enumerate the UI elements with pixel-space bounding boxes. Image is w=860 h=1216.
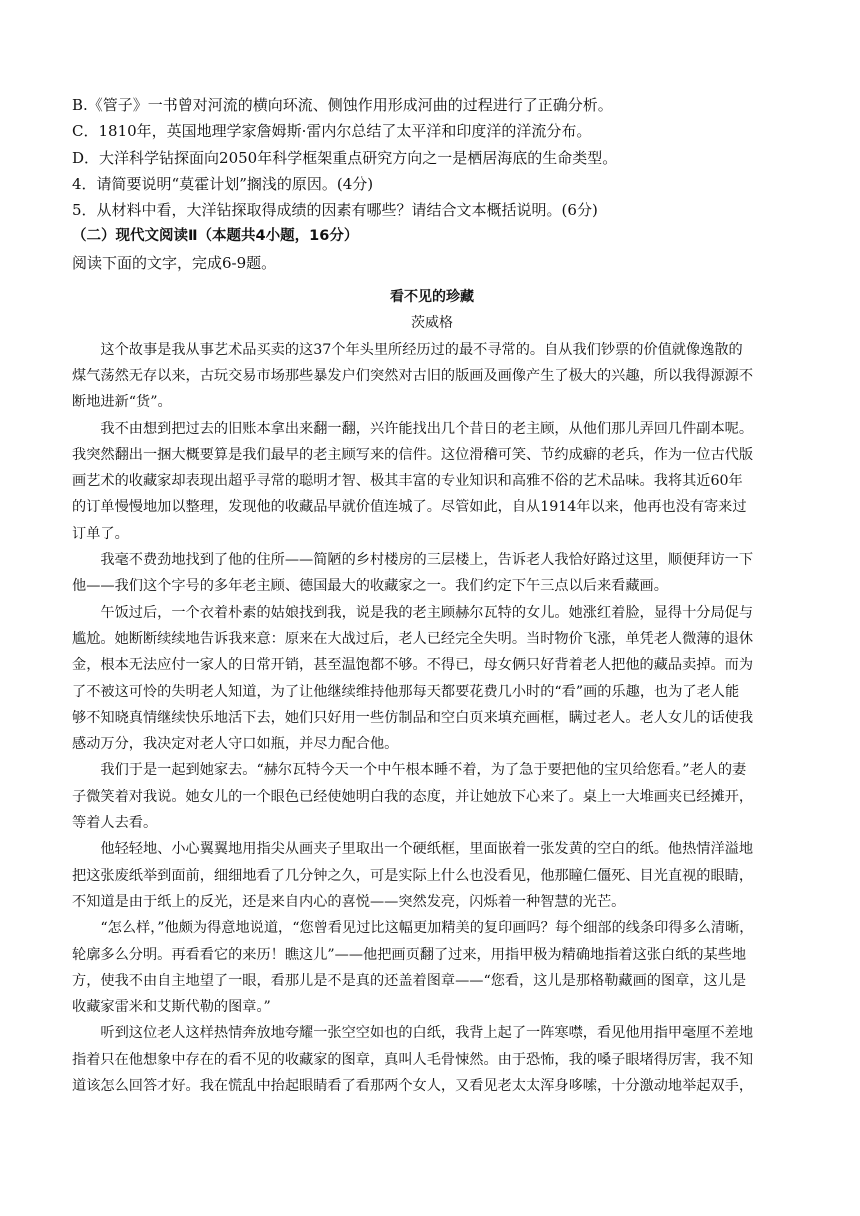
question-4: 4．请简要说明“莫霍计划”搁浅的原因。(4分)	[72, 174, 374, 193]
article-paragraph	[72, 1020, 792, 1099]
paragraph-line: 的订单慢慢地加以整理，发现他的收藏品早就价值连城了。尽管如此，自从1914年以来，他再也没有寄来过	[72, 499, 747, 516]
article-paragraph	[72, 547, 792, 600]
paragraph-line: 我们于是一起到她家去。“赫尔瓦特今天一个中午根本睡不着，为了急于要把他的宝贝给您看。”老人的妻	[100, 762, 747, 779]
article-paragraph	[72, 600, 792, 758]
paragraph-line: 把这张废纸举到面前，细细地看了几分钟之久，可是实际上什么也没看见，他那瞳仁僵死、目光直视的眼睛，	[72, 867, 754, 884]
article-paragraph	[72, 337, 792, 416]
question-option-d: D．大洋科学钻探面向2050年科学框架重点研究方向之一是栖居海底的生命类型。	[72, 148, 618, 167]
paragraph-line: “怎么样，”他颇为得意地说道，“您曾看见过比这幅更加精美的复印画吗？每个细部的线条印得多么清晰，	[100, 920, 754, 937]
paragraph-line: 午饭过后，一个衣着朴素的姑娘找到我，说是我的老主顾赫尔瓦特的女儿。她涨红着脸，显得十分局促与	[100, 604, 754, 621]
paragraph-line: 金，根本无法应付一家人的日常开销，甚至温饱都不够。不得已，母女俩只好背着老人把他的藏品卖掉。而为	[72, 657, 754, 674]
article-body	[72, 337, 792, 1100]
question-option-b: B.《管子》一书曾对河流的横向环流、侧蚀作用形成河曲的过程进行了正确分析。	[72, 96, 613, 114]
paragraph-line: 我突然翻出一捆大概要算是我们最早的老主顾写来的信件。这位滑稽可笑、节约成癖的老兵，作为一位古代版	[72, 446, 754, 463]
article-author: 茨威格	[411, 315, 453, 332]
paragraph-line: 感动万分，我决定对老人守口如瓶，并尽力配合他。	[72, 736, 399, 753]
paragraph-line: 他轻轻地、小心翼翼地用指尖从画夹子里取出一个硬纸框，里面嵌着一张发黄的空白的纸。他热情洋溢地	[100, 841, 754, 858]
paragraph-line: 断地进新“货”。	[72, 394, 172, 411]
paragraph-line: 尴尬。她断断续续地告诉我来意：原来在大战过后，老人已经完全失明。当时物价飞涨，单凭老人微薄的退休	[72, 630, 754, 647]
paragraph-line: 听到这位老人这样热情奔放地夸耀一张空空如也的白纸，我背上起了一阵寒噤，看见他用指甲毫厘不差地	[100, 1025, 754, 1042]
paragraph-line: 指着只在他想象中存在的看不见的收藏家的图章，真叫人毛骨悚然。由于恐怖，我的嗓子眼堵得厉害，我不知	[72, 1051, 754, 1068]
paragraph-line: 这个故事是我从事艺术品买卖的这37个年头里所经历过的最不寻常的。自从我们钞票的价值就像逸散的	[100, 341, 743, 358]
paragraph-line: 道该怎么回答才好。我在慌乱中抬起眼睛看了看那两个女人，又看见老太太浑身哆嗦，十分激动地举起双手，	[72, 1077, 754, 1094]
paragraph-line: 子微笑着对我说。她女儿的一个眼色已经使她明白我的态度，并让她放下心来了。桌上一大堆画夹已经摊开，	[72, 788, 754, 805]
article-paragraph	[72, 915, 792, 1020]
paragraph-line: 方，使我不由自主地望了一眼，看那儿是不是真的还盖着图章——“您看，这儿是那格勒藏画的图章，这儿是	[72, 972, 747, 989]
article-paragraph	[72, 757, 792, 836]
paragraph-line: 够不知晓真情继续快乐地活下去，她们只好用一些仿制品和空白页来填充画框，瞒过老人。老人女儿的话使我	[72, 709, 754, 726]
paragraph-line: 我不由想到把过去的旧账本拿出来翻一翻，兴许能找出几个昔日的老主顾，从他们那儿弄回几件副本呢。	[100, 420, 754, 437]
document-page	[72, 92, 792, 1099]
section-heading: （二）现代文阅读Ⅱ（本题共4小题，16分）	[72, 228, 359, 245]
article-paragraph	[72, 836, 792, 915]
paragraph-line: 煤气荡然无存以来，古玩交易市场那些暴发户们突然对古旧的版画及画像产生了极大的兴趣，所以我得源源不	[72, 367, 754, 384]
paragraph-line: 轮廓多么分明。再看看它的来历！瞧这儿”——他把画页翻了过来，用指甲极为精确地指着这张白纸的某些地	[72, 946, 747, 963]
paragraph-line: 收藏家雷米和艾斯代勒的图章。”	[72, 999, 271, 1016]
question-list	[72, 92, 792, 223]
paragraph-line: 订单了。	[72, 525, 129, 542]
article-title: 看不见的珍藏	[390, 289, 474, 306]
paragraph-line: 不知道是由于纸上的反光，还是来自内心的喜悦——突然发亮，闪烁着一种智慧的光芒。	[72, 893, 626, 910]
paragraph-line: 了不被这可怜的失明老人知道，为了让他继续维持他那每天都要花费几小时的“看”画的乐趣，也为了老人能	[72, 683, 740, 700]
reading-instruction: 阅读下面的文字，完成6-9题。	[72, 253, 277, 272]
article-paragraph	[72, 416, 792, 547]
paragraph-line: 等着人去看。	[72, 815, 158, 832]
question-5: 5．从材料中看，大洋钻探取得成绩的因素有哪些？请结合文本概括说明。(6分)	[72, 201, 598, 220]
paragraph-line: 画艺术的收藏家却表现出超乎寻常的聪明才智、极其丰富的专业知识和高雅不俗的艺术品味。我将其近60年	[72, 473, 743, 490]
question-option-c: C．1810年，英国地理学家詹姆斯·雷内尔总结了太平洋和印度洋的洋流分布。	[72, 122, 592, 141]
paragraph-line: 他——我们这个字号的多年老主顾、德国最大的收藏家之一。我们约定下午三点以后来看藏画。	[72, 578, 668, 595]
paragraph-line: 我毫不费劲地找到了他的住所——简陋的乡村楼房的三层楼上，告诉老人我恰好路过这里，顺便拜访一下	[100, 552, 754, 569]
